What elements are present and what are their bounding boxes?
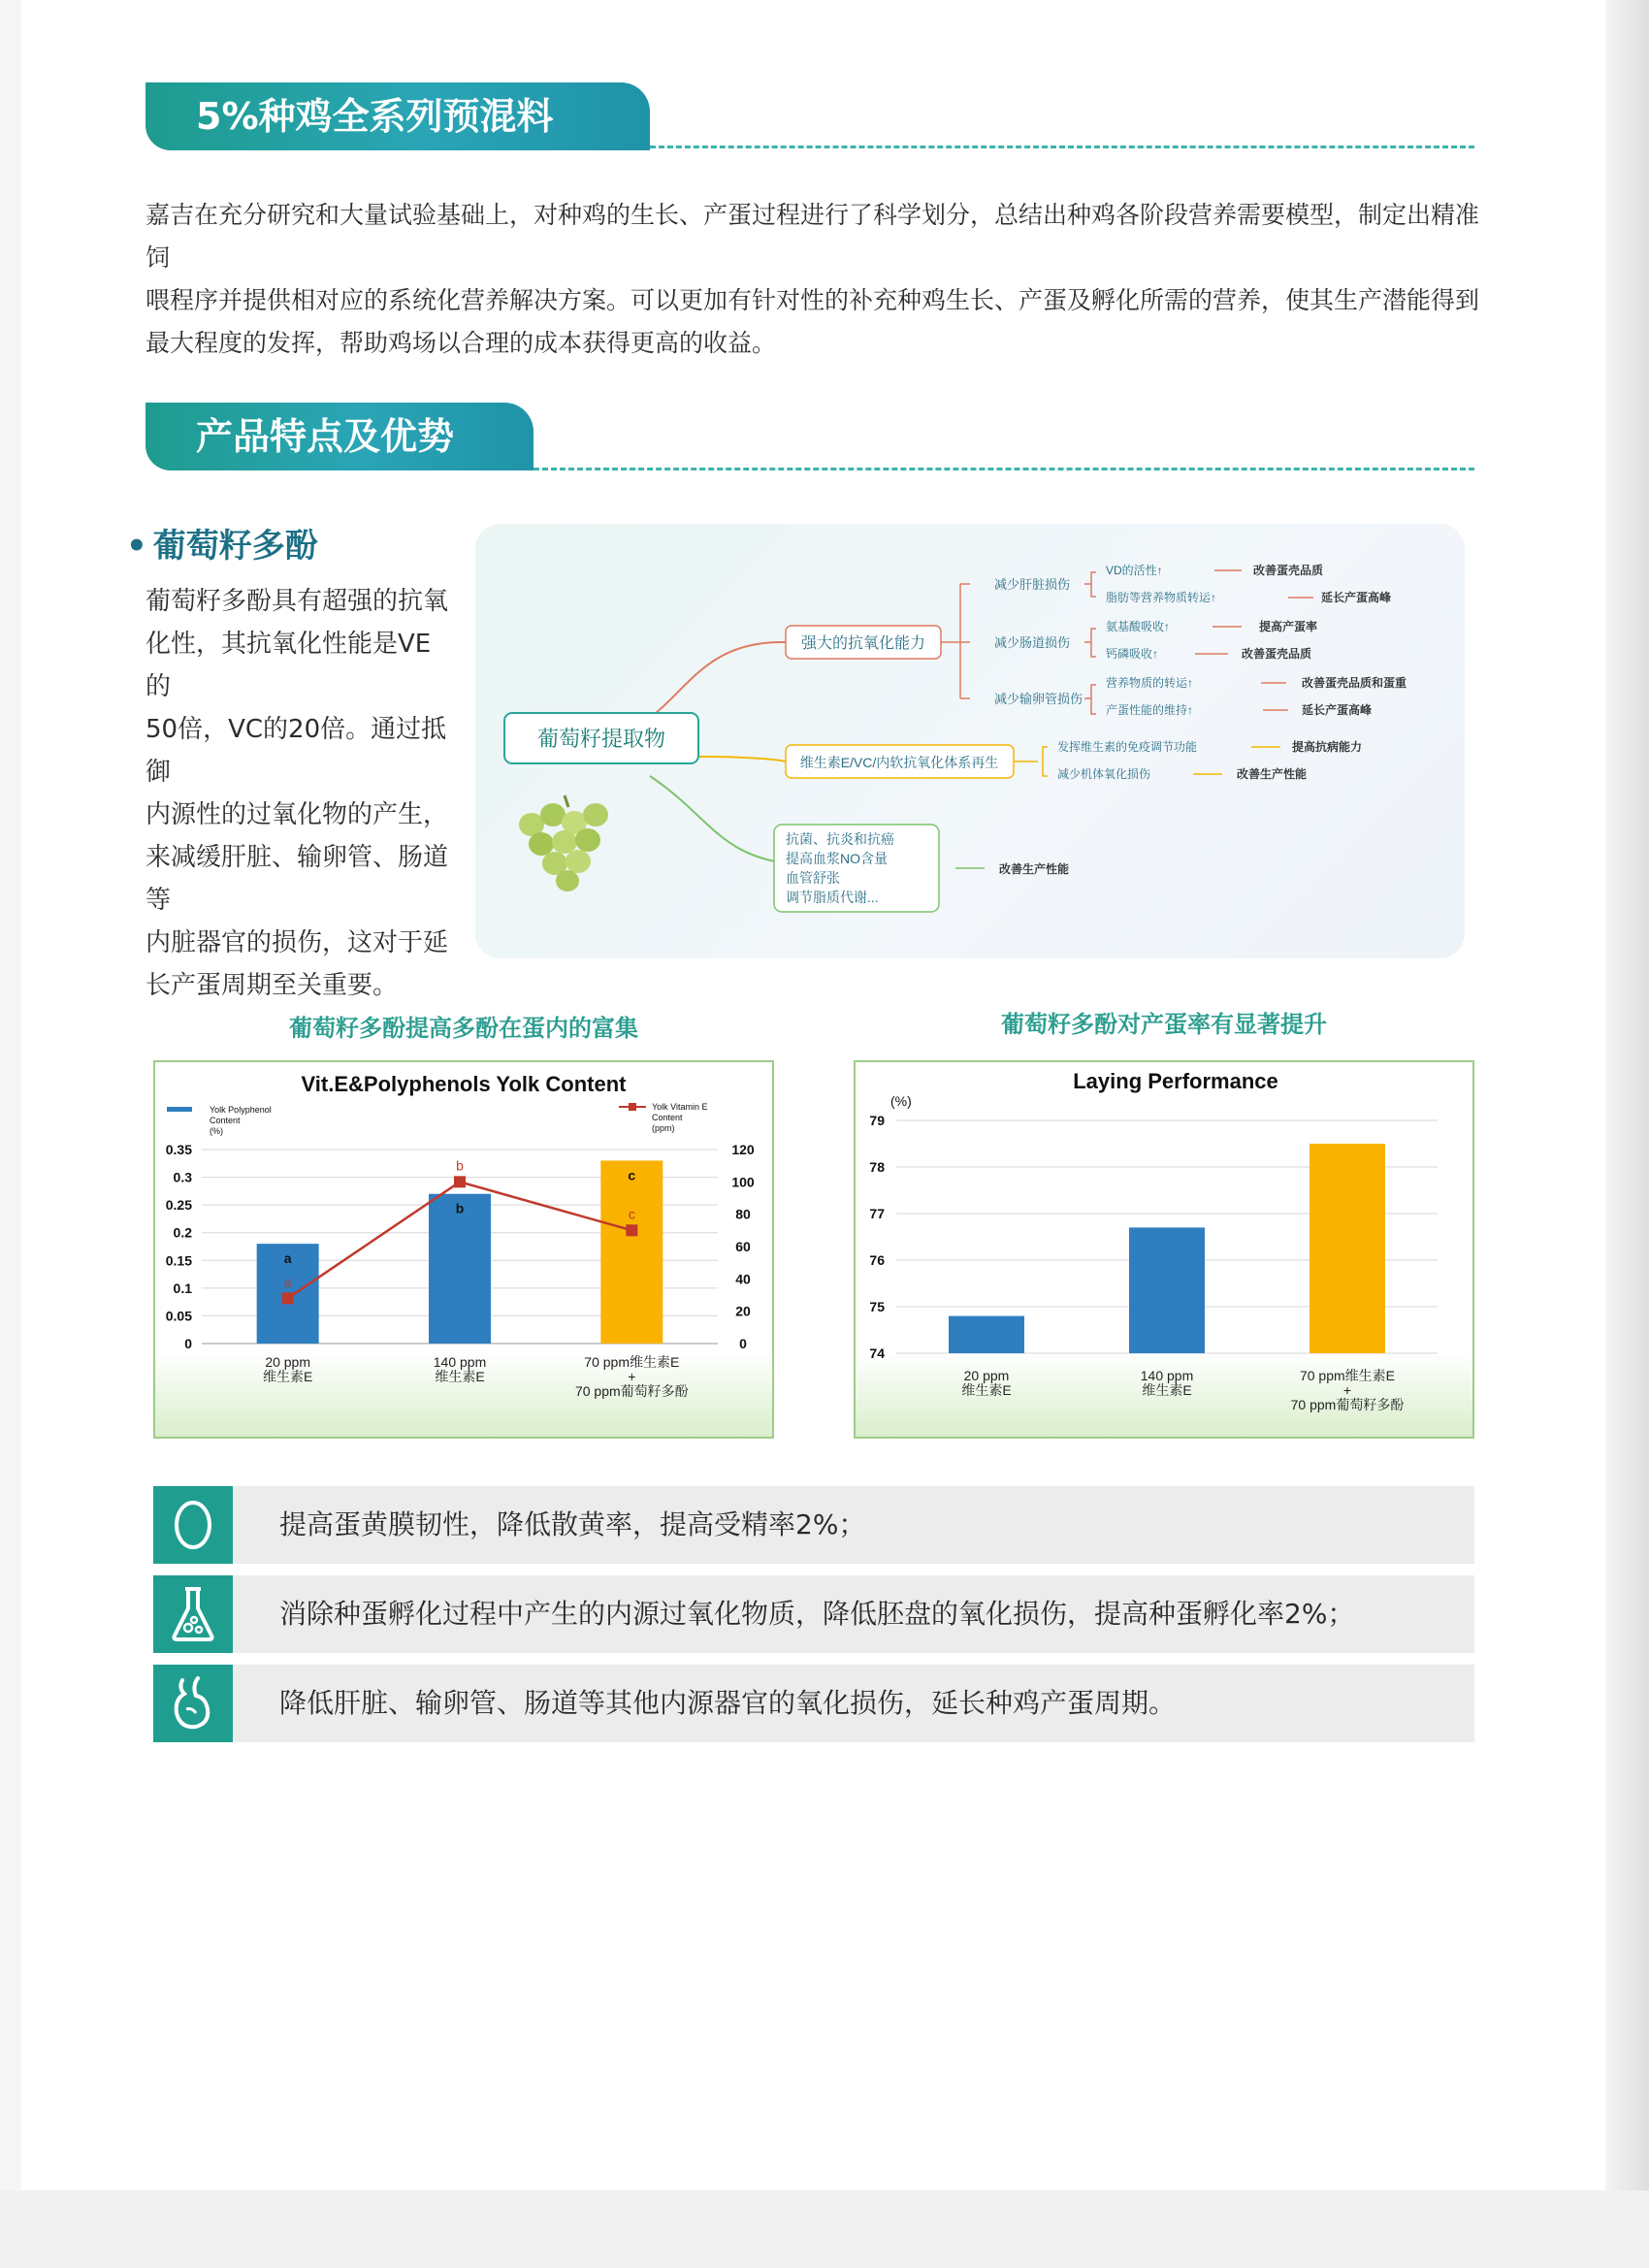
chart1-ytick-right: 40 bbox=[735, 1271, 751, 1287]
intro-line: 嘉吉在充分研究和大量试验基础上，对种鸡的生长、产蛋过程进行了科学划分，总结出种鸡各阶段营养需要模型，制定出精准饲 bbox=[146, 201, 1480, 272]
mindmap-diagram bbox=[475, 524, 1465, 958]
mindmap-oviduct: 减少输卵管损伤 bbox=[994, 692, 1083, 706]
chart1-category-label: 70 ppm葡萄籽多酚 bbox=[574, 1383, 689, 1399]
chart2-category-label: 70 ppm葡萄籽多酚 bbox=[1290, 1397, 1405, 1412]
chart1-ytick-right: 80 bbox=[735, 1206, 751, 1222]
chart2-ytick: 77 bbox=[869, 1206, 885, 1221]
mindmap-branch3-line: 提高血浆NO含量 bbox=[786, 851, 888, 866]
chart1-ytick-right: 120 bbox=[731, 1142, 755, 1157]
mindmap-outcome: 改善生产性能 bbox=[1237, 767, 1308, 781]
benefit-text: 降低肝脏、输卵管、肠道等其他内源器官的氧化损伤，延长种鸡产蛋周期。 bbox=[279, 1687, 1177, 1719]
chart1-bar bbox=[429, 1194, 491, 1344]
chart1-ytick-right: 60 bbox=[735, 1239, 751, 1254]
feature-line: 葡萄籽多酚具有超强的抗氧 bbox=[146, 587, 449, 616]
intro-paragraph bbox=[146, 194, 1484, 365]
benefit-row bbox=[153, 1575, 1474, 1653]
chart1-ytick-left: 0.25 bbox=[165, 1197, 192, 1214]
chart1-line-label: a bbox=[283, 1274, 292, 1290]
chart2-category-label: 70 ppm维生素E bbox=[1299, 1368, 1396, 1383]
mindmap-outcome: 改善蛋壳品质 bbox=[1253, 564, 1324, 577]
chart1-title: Vit.E&Polyphenols Yolk Content bbox=[301, 1072, 627, 1096]
chart1-line-label: c bbox=[628, 1206, 635, 1222]
benefit-row bbox=[153, 1486, 1474, 1564]
mindmap-leaf: 产蛋性能的维持↑ bbox=[1106, 703, 1194, 717]
benefit-text: 消除种蛋孵化过程中产生的内源过氧化物质，降低胚盘的氧化损伤，提高种蛋孵化率2%； bbox=[279, 1598, 1355, 1630]
chart1-legend-line-text: Yolk Vitamin E bbox=[652, 1102, 708, 1112]
chart2-ytick: 74 bbox=[869, 1345, 885, 1361]
mindmap-outcome: 提高抗病能力 bbox=[1292, 740, 1363, 754]
chart1-line-label: b bbox=[456, 1157, 464, 1174]
chart1-ytick-left: 0.15 bbox=[165, 1252, 192, 1269]
chart1-ytick-right: 20 bbox=[735, 1303, 751, 1319]
chart2-bar bbox=[1129, 1227, 1205, 1353]
feature-line: 内源性的过氧化物的产生， bbox=[146, 800, 449, 829]
chart2-ytick: 79 bbox=[869, 1113, 885, 1128]
mindmap-leaf: 氨基酸吸收↑ bbox=[1106, 620, 1171, 633]
benefit-text: 提高蛋黄膜韧性，降低散黄率，提高受精率2%； bbox=[279, 1508, 866, 1540]
chart1-category-label: 70 ppm维生素E bbox=[584, 1354, 680, 1370]
section-2-header: 产品特点及优势 bbox=[146, 403, 534, 470]
chart2-category-label: 维生素E bbox=[961, 1382, 1012, 1398]
feature-line: 来减缓肝脏、输卵管、肠道等 bbox=[146, 843, 449, 915]
connector-branch2 bbox=[698, 757, 786, 761]
chart2-frame bbox=[854, 1060, 1474, 1439]
chart2-title: Laying Performance bbox=[1073, 1069, 1278, 1093]
feature-description bbox=[146, 580, 451, 1007]
egg-icon bbox=[153, 1486, 233, 1564]
chart1-category-label: 维生素E bbox=[435, 1369, 485, 1384]
grape-icon bbox=[519, 795, 608, 891]
chart1-bar bbox=[600, 1160, 663, 1344]
chart1-bar-label: a bbox=[283, 1250, 292, 1267]
chart2-category-label: + bbox=[1342, 1382, 1352, 1398]
chart1-bar-label: c bbox=[628, 1167, 636, 1183]
chart1-legend-line-text: Content bbox=[652, 1113, 683, 1122]
mindmap-leaf: 发挥维生素的免疫调节功能 bbox=[1057, 740, 1198, 754]
connector-branch3 bbox=[650, 776, 786, 863]
chart2-ytick: 75 bbox=[869, 1299, 885, 1314]
chart2-caption: 葡萄籽多酚对产蛋率有显著提升 bbox=[1001, 1011, 1327, 1038]
scan-edge-left bbox=[0, 0, 21, 2268]
chart1-legend-bar-text: Content bbox=[210, 1116, 241, 1125]
section-1-header: 5%种鸡全系列预混料 bbox=[146, 82, 650, 150]
chart2-ylabel: (%) bbox=[890, 1093, 912, 1109]
feature-line: 化性，其抗氧化性能是VE的 bbox=[146, 630, 432, 701]
chart1-line-point bbox=[454, 1176, 466, 1187]
mindmap-outcome: 提高产蛋率 bbox=[1259, 620, 1318, 633]
chart1-ytick-right: 100 bbox=[731, 1174, 755, 1190]
feature-title: • 葡萄籽多酚 bbox=[126, 527, 318, 566]
chart1-category-label: + bbox=[628, 1369, 636, 1384]
chart1-ytick-left: 0.35 bbox=[165, 1142, 192, 1157]
mindmap-leaf: VD的活性↑ bbox=[1106, 564, 1163, 577]
chart1-line-point bbox=[626, 1224, 637, 1236]
mindmap-branch3-line: 调节脂质代谢... bbox=[786, 890, 879, 905]
chart2-svg bbox=[856, 1062, 1472, 1437]
chart1-ytick-left: 0.2 bbox=[173, 1224, 192, 1241]
mindmap-intestine: 减少肠道损伤 bbox=[994, 635, 1071, 650]
mindmap-outcome: 改善蛋壳品质和蛋重 bbox=[1302, 676, 1407, 690]
mindmap-leaf: 减少机体氧化损伤 bbox=[1057, 767, 1151, 781]
chart2-ytick: 78 bbox=[869, 1159, 885, 1175]
chart1-ytick-left: 0 bbox=[184, 1336, 192, 1351]
chart1-ytick-left: 0.3 bbox=[173, 1169, 192, 1185]
mindmap-branch3-line: 抗菌、抗炎和抗癌 bbox=[786, 831, 894, 847]
mindmap-outcome: 改善生产性能 bbox=[999, 862, 1070, 876]
chart1-ytick-right: 0 bbox=[739, 1336, 747, 1351]
mindmap-branch1: 强大的抗氧化能力 bbox=[800, 635, 926, 652]
mindmap-branch2: 维生素E/VC/内软抗氧化体系再生 bbox=[799, 755, 999, 770]
chart1-legend-bar-swatch bbox=[167, 1107, 192, 1112]
mindmap-outcome: 改善蛋壳品质 bbox=[1242, 647, 1312, 661]
chart2-bar bbox=[949, 1316, 1024, 1353]
feature-line: 50倍，VC的20倍。通过抵御 bbox=[146, 715, 447, 787]
mindmap-leaf: 营养物质的转运↑ bbox=[1106, 676, 1194, 690]
chart2-category-label: 140 ppm bbox=[1140, 1368, 1194, 1383]
scan-edge-bottom bbox=[0, 2190, 1649, 2268]
benefit-row bbox=[153, 1665, 1474, 1742]
chart1-legend-bar-text: Yolk Polyphenol bbox=[210, 1105, 272, 1115]
mindmap-branch3-line: 血管舒张 bbox=[786, 870, 840, 886]
feature-line: 长产蛋周期至关重要。 bbox=[146, 971, 399, 1000]
chart1-caption: 葡萄籽多酚提高多酚在蛋内的富集 bbox=[289, 1015, 638, 1042]
chart1-line-point bbox=[282, 1292, 294, 1304]
chart1-ytick-left: 0.05 bbox=[165, 1308, 192, 1324]
chart1-legend-line-text: (ppm) bbox=[652, 1123, 675, 1133]
section-1-divider bbox=[650, 146, 1474, 148]
chart2-bar bbox=[1310, 1144, 1385, 1353]
intro-line: 喂程序并提供相对应的系统化营养解决方案。可以更加有针对性的补充种鸡生长、产蛋及孵化所需的营养，使其生产潜能得到 bbox=[146, 286, 1480, 314]
chart1-ytick-left: 0.1 bbox=[173, 1280, 192, 1296]
feature-line: 内脏器官的损伤，这对于延 bbox=[146, 928, 449, 957]
section-2-divider bbox=[534, 468, 1474, 470]
chart1-category-label: 140 ppm bbox=[433, 1354, 487, 1370]
flask-icon bbox=[153, 1575, 233, 1653]
chart2-category-label: 20 ppm bbox=[963, 1368, 1010, 1383]
mindmap-leaf: 钙磷吸收↑ bbox=[1106, 647, 1159, 661]
feature-title-text: 葡萄籽多酚 bbox=[152, 527, 318, 566]
mindmap-root: 葡萄籽提取物 bbox=[536, 727, 666, 751]
chart1-bar-label: b bbox=[455, 1200, 465, 1216]
chart1-legend-bar-text: (%) bbox=[210, 1126, 223, 1136]
mindmap-leaf: 脂肪等营养物质转运↑ bbox=[1106, 591, 1217, 604]
organ-icon bbox=[153, 1665, 233, 1742]
chart1-frame bbox=[153, 1060, 774, 1439]
mindmap-outcome: 延长产蛋高峰 bbox=[1302, 703, 1373, 717]
mindmap-liver: 减少肝脏损伤 bbox=[994, 577, 1071, 592]
scan-edge-right bbox=[1605, 0, 1649, 2268]
connector-branch1 bbox=[650, 642, 786, 718]
chart1-category-label: 维生素E bbox=[262, 1369, 313, 1384]
intro-line: 最大程度的发挥，帮助鸡场以合理的成本获得更高的收益。 bbox=[146, 329, 777, 357]
chart1-svg bbox=[155, 1062, 772, 1437]
chart2-ytick: 76 bbox=[869, 1252, 885, 1268]
mindmap-outcome: 延长产蛋高峰 bbox=[1321, 591, 1392, 604]
chart2-category-label: 维生素E bbox=[1142, 1382, 1192, 1398]
chart1-category-label: 20 ppm bbox=[265, 1354, 311, 1370]
